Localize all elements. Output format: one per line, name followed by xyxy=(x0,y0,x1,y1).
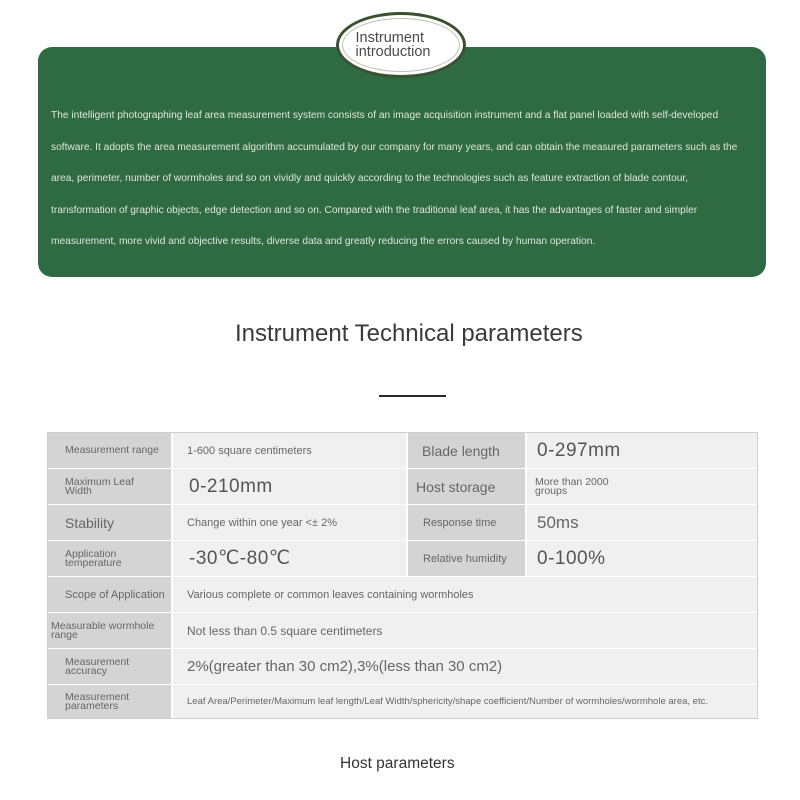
row-divider xyxy=(48,576,757,577)
label-accuracy: Measurement accuracy xyxy=(48,649,171,684)
title-divider xyxy=(379,395,446,397)
value-host-storage: More than 2000 groups xyxy=(527,469,757,504)
label-host-storage: Host storage xyxy=(408,469,525,504)
column-divider xyxy=(171,433,173,718)
intro-description: The intelligent photographing leaf area measurement system consists of an image acquisition instrument and a flat panel loaded with self-developed software. It adopts the area measurement algorithm accumulated by our company for many years, and can obtain the measured parameters such as the area, perimeter, number of wormholes and so on vividly and quickly according to the technologies such as feature extraction of blade contour, transformation of graphic objects, edge detection and so on. Compared with the traditional leaf area, it has the advantages of faster and simpler measurement, more vivid and objective results, diverse data and greatly reducing the errors caused by human operation. xyxy=(51,110,738,247)
label-blade-length: Blade length xyxy=(408,433,525,468)
row-divider xyxy=(48,504,757,505)
host-parameters-title: Host parameters xyxy=(340,755,455,772)
value-wormhole-range: Not less than 0.5 square centimeters xyxy=(173,613,757,648)
label-measurement-range: Measurement range xyxy=(48,433,171,468)
label-measurement-params: Measurement parameters xyxy=(48,685,171,718)
value-measurement-range: 1-600 square centimeters xyxy=(173,433,406,468)
value-relative-humidity: 0-100% xyxy=(527,541,757,576)
label-max-leaf-width: Maximum Leaf Width xyxy=(48,469,171,504)
column-divider xyxy=(406,433,408,576)
intro-badge-label: Instrument introduction xyxy=(355,29,431,60)
row-divider xyxy=(48,684,757,685)
value-response-time: 50ms xyxy=(527,505,757,540)
value-stability: Change within one year <± 2% xyxy=(173,505,406,540)
technical-parameters-table xyxy=(47,432,758,719)
label-scope: Scope of Application xyxy=(48,577,171,612)
value-blade-length: 0-297mm xyxy=(527,433,757,468)
label-response-time: Response time xyxy=(408,505,525,540)
row-divider xyxy=(48,540,757,541)
value-accuracy: 2%(greater than 30 cm2),3%(less than 30 cm2) xyxy=(173,649,757,684)
label-wormhole-range: Measurable wormhole range xyxy=(48,613,171,648)
label-relative-humidity: Relative humidity xyxy=(408,541,525,576)
row-divider xyxy=(48,612,757,613)
row-divider xyxy=(48,648,757,649)
value-app-temperature: -30℃-80℃ xyxy=(173,541,406,576)
intro-badge xyxy=(336,12,466,78)
column-divider xyxy=(525,433,527,576)
value-scope: Various complete or common leaves containing wormholes xyxy=(173,577,757,612)
value-measurement-params: Leaf Area/Perimeter/Maximum leaf length/Leaf Width/sphericity/shape coefficient/Number of wormholes/wormhole area, etc. xyxy=(173,685,757,718)
row-divider xyxy=(48,468,757,469)
label-app-temperature: Application temperature xyxy=(48,541,171,576)
section-title: Instrument Technical parameters xyxy=(235,320,583,347)
label-stability: Stability xyxy=(48,505,171,540)
value-max-leaf-width: 0-210mm xyxy=(173,469,406,504)
